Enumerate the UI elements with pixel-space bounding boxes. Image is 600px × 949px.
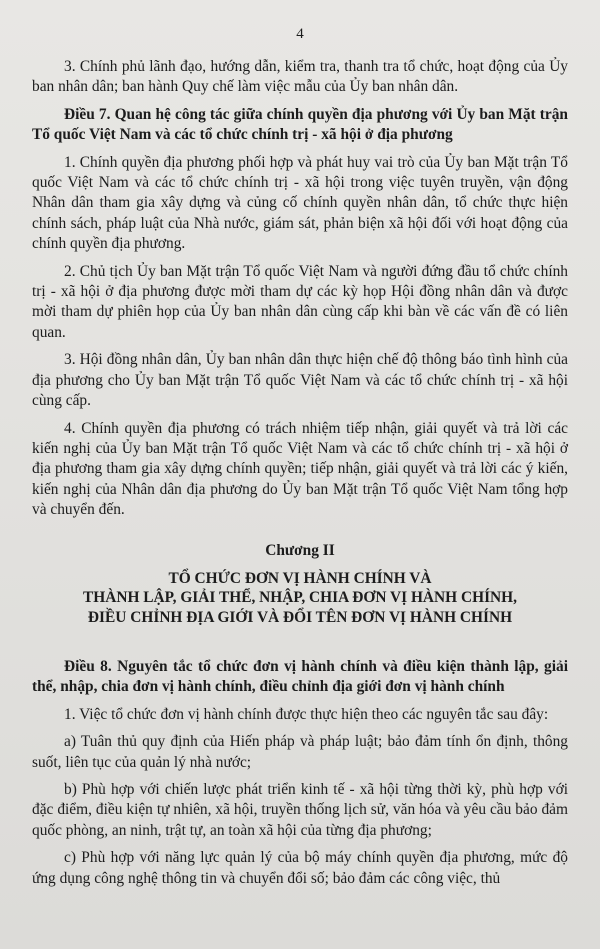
paragraph-article7-clause4: 4. Chính quyền địa phương có trách nhiệm tiếp nhận, giải quyết và trả lời các kiến nghị của Ủy ban Mặt trận Tổ quốc Việt Nam và các tổ chức chính trị - xã hội ở địa phương tham gia xây dựng chính quyền; tiếp nhận, giải quyết và trả lời các ý kiến, kiến nghị của Nhân dân địa phương do Ủy ban Mặt trận Tổ quốc Việt Nam tổng hợp và chuyển đến. [32,419,568,519]
paragraph-article8-point-b: b) Phù hợp với chiến lược phát triển kinh tế - xã hội từng thời kỳ, phù hợp với đặc điểm, điều kiện tự nhiên, xã hội, truyền thống lịch sử, văn hóa và yêu cầu bảo đảm quốc phòng, an ninh, trật tự, an toàn xã hội của từng địa phương; [32,781,568,839]
paragraph-article8-clause1: 1. Việc tổ chức đơn vị hành chính được thực hiện theo các nguyên tắc sau đây: [64,705,549,723]
chapter-title [32,569,568,628]
chapter-title-line-2: THÀNH LẬP, GIẢI THỂ, NHẬP, CHIA ĐƠN VỊ HÀNH CHÍNH, [82,589,517,607]
chapter-label: Chương II [265,541,335,559]
paragraph-article7-clause3: 3. Hội đồng nhân dân, Ủy ban nhân dân thực hiện chế độ thông báo tình hình của địa phương cho Ủy ban Mặt trận Tổ quốc Việt Nam và các tổ chức chính trị - xã hội cùng cấp. [32,351,568,410]
paragraph-article8-point-a: a) Tuân thủ quy định của Hiến pháp và pháp luật; bảo đảm tính ổn định, thông suốt, liên tục của quản lý nhà nước; [32,733,568,771]
paragraph-article7-clause1: 1. Chính quyền địa phương phối hợp và phát huy vai trò của Ủy ban Mặt trận Tổ quốc Việt Nam và các tổ chức chính trị - xã hội trong việc tuyên truyền, vận động Nhân dân tham gia xây dựng và củng cố chính quyền nhân dân, tổ chức thực hiện chính sách, pháp luật của Nhà nước, giám sát, phản biện xã hội đối với hoạt động của chính quyền địa phương. [32,153,568,253]
paragraph-article8-point-c: c) Phù hợp với năng lực quản lý của bộ máy chính quyền địa phương, mức độ ứng dụng công nghệ thông tin và chuyển đổi số; bảo đảm các công việc, thủ [32,849,568,887]
chapter-title-line-3: ĐIỀU CHỈNH ĐỊA GIỚI VÀ ĐỔI TÊN ĐƠN VỊ HÀNH CHÍNH [87,608,513,626]
bottom-section [32,657,568,889]
paragraph-article6-clause3: 3. Chính phủ lãnh đạo, hướng dẫn, kiểm tra, thanh tra tổ chức, hoạt động của Ủy ban nhân dân; ban hành Quy chế làm việc mẫu của Ủy ban nhân dân. [32,58,568,96]
page-number: 4 [296,26,304,42]
article-8-heading: Điều 8. Nguyên tắc tổ chức đơn vị hành chính và điều kiện thành lập, giải thể, nhập, chia đơn vị hành chính, điều chỉnh địa giới đơn vị hành chính [32,658,568,696]
paragraph-article7-clause2: 2. Chủ tịch Ủy ban Mặt trận Tổ quốc Việt Nam và người đứng đầu tổ chức chính trị - xã hội ở địa phương được mời tham dự các kỳ họp Hội đồng nhân dân và được mời tham dự phiên họp của Ủy ban nhân dân cùng cấp khi bàn về các vấn đề có liên quan. [32,262,568,341]
chapter-title-line-1: TỔ CHỨC ĐƠN VỊ HÀNH CHÍNH VÀ [168,569,432,587]
article-7-heading: Điều 7. Quan hệ công tác giữa chính quyền địa phương với Ủy ban Mặt trận Tổ quốc Việt Nam và các tổ chức chính trị - xã hội ở địa phương [32,105,568,144]
top-section [32,57,568,521]
